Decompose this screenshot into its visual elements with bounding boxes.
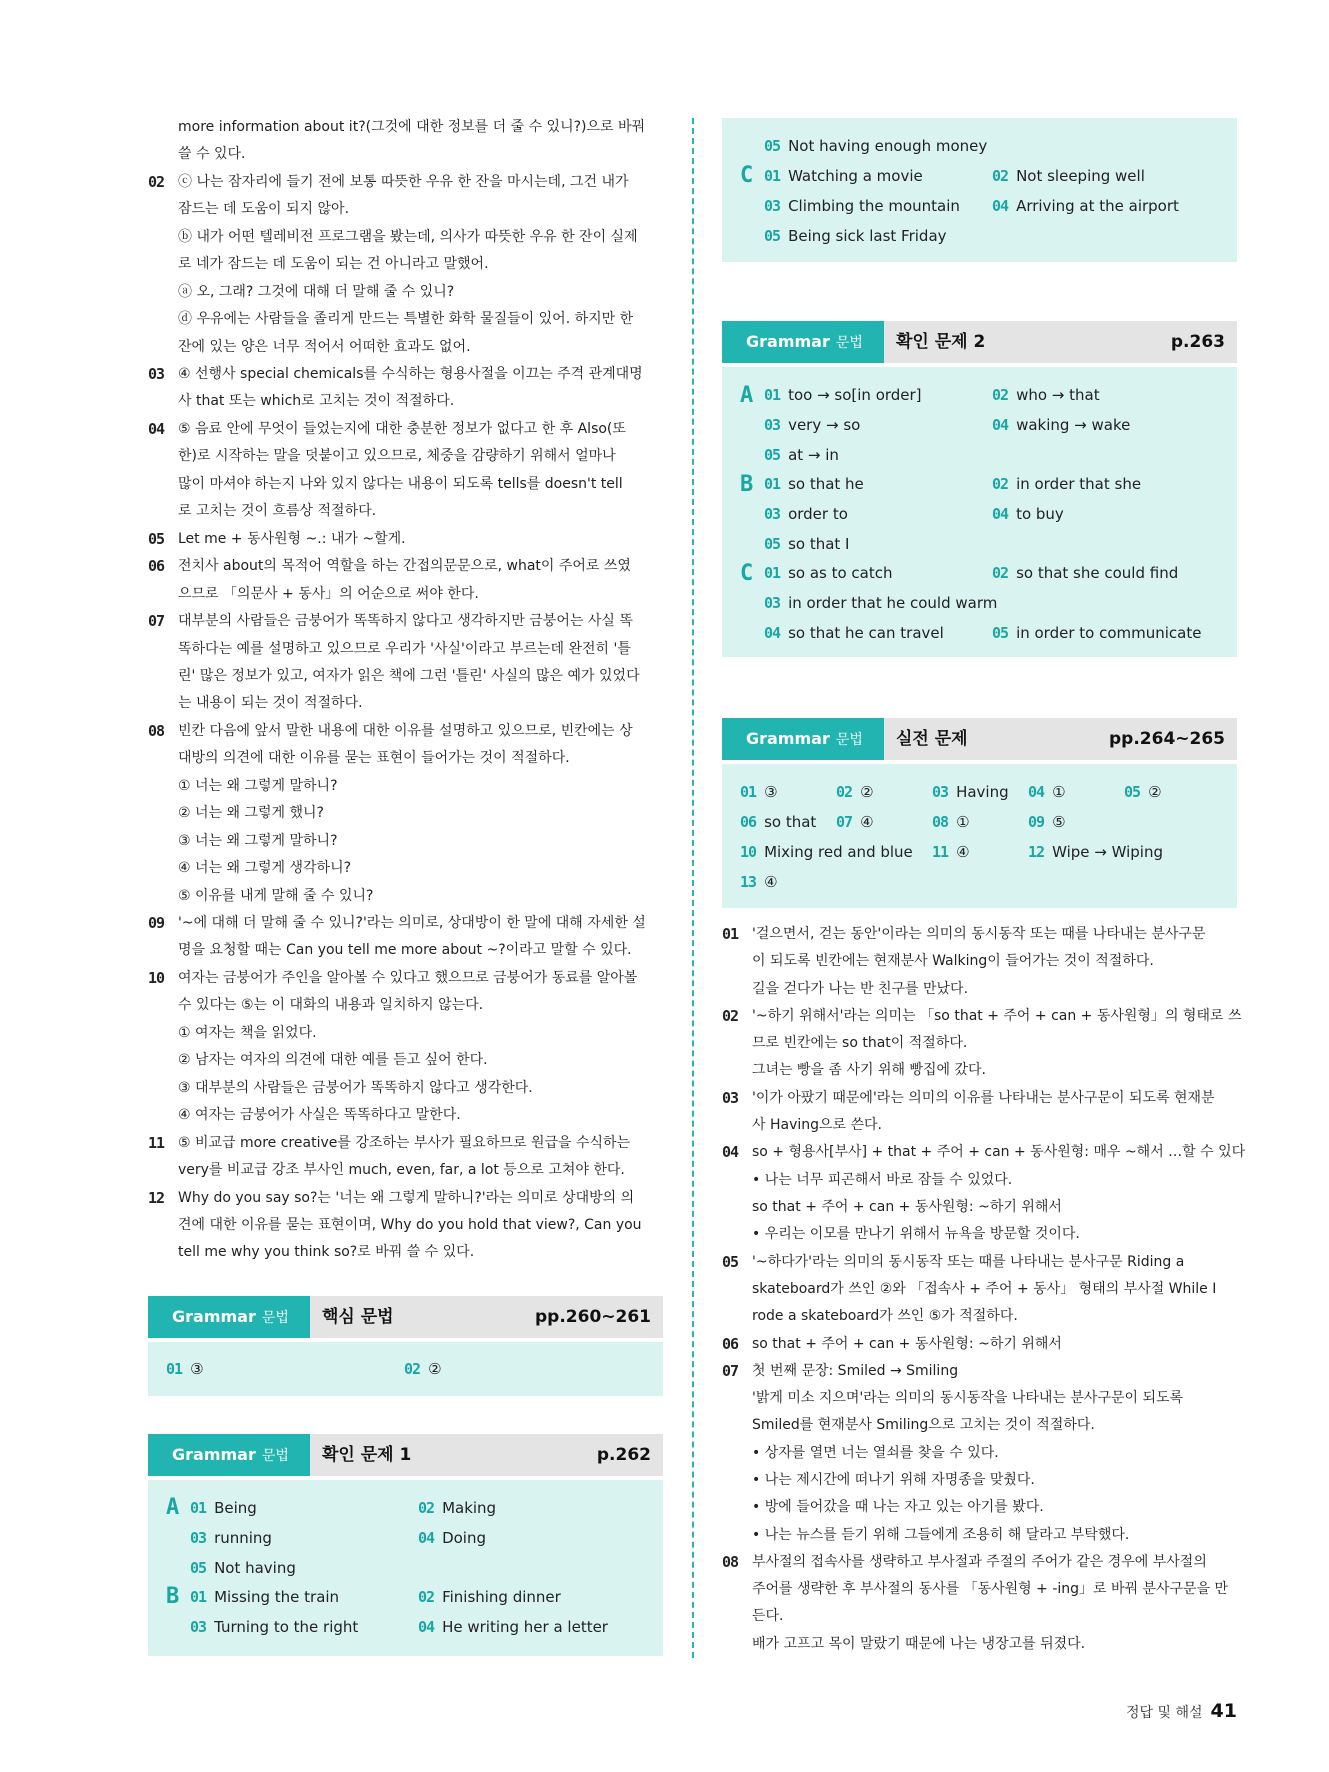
section-title: 확인 문제 1 — [322, 1445, 412, 1465]
item-number: 11 — [148, 1133, 165, 1152]
explanation-line: 쓸 수 있다. — [178, 146, 246, 163]
answer-item: 05 at → in — [764, 446, 839, 464]
explanation-line: 많이 마셔야 하는지 나와 있지 않다는 내용이 되도록 tells를 doesn't tell — [178, 475, 623, 492]
explanation-line: 견에 대한 이유를 묻는 표현이며, Why do you hold that view?, Can you — [178, 1216, 642, 1233]
explanation-line: ③ 너는 왜 그렇게 말하니? — [178, 832, 338, 849]
item-number: 04 — [722, 1143, 739, 1162]
answer-item: 04 Arriving at the airport — [992, 197, 1179, 215]
answer-item: 05 Being sick last Friday — [764, 227, 947, 245]
page-reference: p.262 — [596, 1445, 651, 1465]
answer-item: 04 to buy — [992, 505, 1064, 523]
explanation-line: Why do you say so?는 '너는 왜 그렇게 말하니?'라는 의미로 상대방의 의 — [178, 1189, 635, 1206]
explanation-line: 으므로 「의문사 + 동사」의 어순으로 써야 한다. — [178, 585, 479, 602]
item-number: 07 — [148, 612, 165, 631]
explanation-line: '이가 아팠기 때문에'라는 의미의 이유를 나타내는 분사구문이 되도록 현재분 — [752, 1089, 1215, 1106]
explanation-line: 여자는 금붕어가 주인을 알아볼 수 있다고 했으므로 금붕어가 동료를 알아볼 — [178, 969, 638, 986]
explanation-line: 대방의 의견에 대한 이유를 묻는 표현이 들어가는 것이 적절하다. — [178, 750, 570, 767]
answer-item: 05 Not having — [190, 1559, 296, 1577]
explanation-line: '밝게 미소 지으며'라는 의미의 동시동작을 나타내는 분사구문이 되도록 — [752, 1390, 1184, 1407]
section-letter-b: B — [166, 1584, 180, 1609]
explanation-line: '~에 대해 더 말해 줄 수 있니?'라는 의미로, 상대방이 한 말에 대해 자세한 설 — [178, 915, 646, 932]
explanation-line: so + 형용사[부사] + that + 주어 + can + 동사원형: 매우 ~해서 …할 수 있다 — [752, 1144, 1246, 1161]
explanation-line: • 우리는 이모를 만나기 위해서 뉴욕을 방문할 것이다. — [752, 1226, 1080, 1243]
explanation-line: 린' 많은 정보가 있고, 여자가 읽은 책에 그런 '틀린' 사실의 많은 예가 있었다 — [178, 667, 640, 684]
grammar-tag: Grammar 문법 — [148, 1296, 310, 1338]
explanation-line: Smiled를 현재분사 Smiling으로 고치는 것이 적절하다. — [752, 1417, 1095, 1434]
answer-item: 03 very → so — [764, 416, 861, 434]
answer-item: 01 so that he — [764, 475, 864, 493]
answer-item: 03 order to — [764, 505, 848, 523]
explanation-line: ① 너는 왜 그렇게 말하니? — [178, 777, 338, 794]
explanation-line: ③ 대부분의 사람들은 금붕어가 똑똑하지 않다고 생각한다. — [178, 1079, 533, 1096]
explanation-line: 로 네가 잠드는 데 도움이 되는 건 아니라고 말했어. — [178, 256, 489, 273]
explanation-line: 이 되도록 빈칸에는 현재분사 Walking이 들어가는 것이 적절하다. — [752, 953, 1154, 970]
explanation-line: tell me why you think so?로 바꿔 쓸 수 있다. — [178, 1244, 475, 1261]
explanation-line: so that + 주어 + can + 동사원형: ~하기 위해서 — [752, 1198, 1062, 1215]
grammar-tag: Grammar 문법 — [722, 718, 884, 760]
explanation-line: rode a skateboard가 쓰인 ⑤가 적절하다. — [752, 1308, 1018, 1325]
explanation-line: 잔에 있는 양은 너무 적어서 어떠한 효과도 없어. — [178, 338, 471, 355]
page-footer — [1126, 1700, 1237, 1722]
explanation-line: 는 내용이 되는 것이 적절하다. — [178, 695, 363, 712]
answer-item: 06 so that — [740, 813, 817, 831]
item-number: 06 — [722, 1334, 739, 1353]
section-title: 실전 문제 — [896, 729, 968, 749]
check1-answers — [148, 1480, 663, 1656]
practice-header — [722, 718, 1237, 760]
answer-item: 05 ② — [1124, 783, 1162, 801]
explanation-line: 부사절의 접속사를 생략하고 부사절과 주절의 주어가 같은 경우에 부사절의 — [752, 1553, 1207, 1570]
item-number: 08 — [148, 721, 165, 740]
answer-item: 07 ④ — [836, 813, 874, 831]
answer-item: 12 Wipe → Wiping — [1028, 843, 1163, 861]
explanation-line: ⓓ 우유에는 사람들을 졸리게 만드는 특별한 화학 물질들이 있어. 하지만 한 — [178, 311, 634, 328]
answer-item: 09 ⑤ — [1028, 813, 1066, 831]
answer-item: 04 so that he can travel — [764, 624, 944, 642]
answer-item: 01 ③ — [740, 783, 778, 801]
answer-item: 05 so that I — [764, 535, 850, 553]
explanation-line: 로 고치는 것이 흐름상 적절하다. — [178, 503, 377, 520]
explanation-line: '~하기 위해서'라는 의미는 「so that + 주어 + can + 동사원형」의 형태로 쓰 — [752, 1007, 1242, 1024]
answer-item: 02 ② — [404, 1360, 442, 1378]
grammar-tag: Grammar 문법 — [722, 321, 884, 363]
item-number: 05 — [148, 529, 165, 548]
item-number: 04 — [148, 419, 165, 438]
section-letter-a: A — [166, 1495, 180, 1520]
explanation-line: so that + 주어 + can + 동사원형: ~하기 위해서 — [752, 1335, 1062, 1352]
explanation-line: ② 너는 왜 그렇게 했니? — [178, 805, 324, 822]
answer-item: 05 Not having enough money — [764, 137, 988, 155]
item-number: 01 — [722, 925, 739, 943]
explanation-line: ② 남자는 여자의 의견에 대한 예를 듣고 싶어 한다. — [178, 1052, 488, 1069]
explanation-line: 그녀는 빵을 좀 사기 위해 빵집에 갔다. — [752, 1062, 987, 1079]
answer-item: 05 in order to communicate — [992, 624, 1202, 642]
explanation-line: ④ 여자는 금붕어가 사실은 똑똑하다고 말한다. — [178, 1107, 461, 1124]
section-letter-b: B — [740, 472, 754, 497]
answer-item: 02 in order that she — [992, 475, 1142, 493]
explanation-line: skateboard가 쓰인 ②와 「접속사 + 주어 + 동사」 형태의 부사절 While I — [752, 1280, 1217, 1297]
explanation-line: 첫 번째 문장: Smiled → Smiling — [752, 1362, 959, 1379]
explanation-line: 주어를 생략한 후 부사절의 동사를 「동사원형 + -ing」로 바꿔 분사구문을 만 — [752, 1581, 1229, 1598]
check2-answers — [722, 367, 1237, 657]
answer-item: 01 Being — [190, 1499, 257, 1517]
item-number: 09 — [148, 914, 165, 933]
answer-item: 02 Not sleeping well — [992, 167, 1145, 185]
explanation-line: ⑤ 이유를 내게 말해 줄 수 있니? — [178, 887, 374, 904]
item-number: 05 — [722, 1252, 739, 1271]
explanation-line: 사 that 또는 which로 고치는 것이 적절하다. — [178, 393, 455, 410]
answer-item: 01 too → so[in order] — [764, 386, 922, 404]
explanation-line: • 나는 제시간에 떠나기 위해 자명종을 맞췄다. — [752, 1471, 1035, 1488]
explanation-line: '걸으면서, 걷는 동안'이라는 의미의 동시동작 또는 때를 나타내는 분사구문 — [752, 926, 1206, 942]
explanation-line: 배가 고프고 목이 말랐기 때문에 나는 냉장고를 뒤졌다. — [752, 1635, 1086, 1652]
item-number: 10 — [148, 968, 165, 987]
practice-answers — [722, 764, 1237, 908]
explanation-line: 길을 걷다가 나는 반 친구를 만났다. — [752, 980, 969, 997]
answer-item: 01 Watching a movie — [764, 167, 923, 185]
section-letter-c: C — [740, 561, 754, 586]
explanation-line: 므로 빈칸에는 so that이 적절하다. — [752, 1035, 968, 1052]
item-number: 08 — [722, 1552, 739, 1571]
explanation-line: 똑하다는 예를 설명하고 있으므로 우리가 '사실'이라고 부르는데 완전히 '틀 — [178, 640, 631, 657]
page-reference: pp.260~261 — [534, 1307, 651, 1327]
item-number: 02 — [148, 172, 165, 191]
explanation-line: ⑤ 음료 안에 무엇이 들었는지에 대한 충분한 정보가 없다고 한 후 Also(또 — [178, 420, 626, 437]
explanation-line: • 나는 너무 피곤해서 바로 잠들 수 있었다. — [752, 1171, 1013, 1188]
answer-item: 03 running — [190, 1529, 272, 1547]
check1-answers-continued — [722, 118, 1237, 262]
section-letter-a: A — [740, 383, 754, 408]
page-number: 41 — [1210, 1700, 1237, 1722]
answer-item: 04 ① — [1028, 783, 1066, 801]
explanation-line: 한)로 시작하는 말을 덧붙이고 있으므로, 체중을 감량하기 위해서 얼마나 — [178, 448, 616, 465]
answer-item: 04 He writing her a letter — [418, 1618, 608, 1636]
explanation-line: ④ 너는 왜 그렇게 생각하니? — [178, 860, 352, 877]
answer-item: 03 Climbing the mountain — [764, 197, 960, 215]
explanation-line: 잠드는 데 도움이 되지 않아. — [178, 201, 350, 218]
answer-item: 10 Mixing red and blue — [740, 843, 913, 861]
answer-item: 02 Making — [418, 1499, 497, 1517]
page-reference: p.263 — [1170, 332, 1225, 352]
answer-item: 01 so as to catch — [764, 564, 893, 582]
explanation-line: ① 여자는 책을 읽었다. — [178, 1024, 317, 1041]
answer-item: 03 Having — [932, 783, 1009, 801]
core-grammar-answers — [148, 1342, 663, 1396]
grammar-tag: Grammar 문법 — [148, 1434, 310, 1476]
core-grammar-header — [148, 1296, 663, 1338]
column-divider — [692, 118, 694, 1658]
answer-item: 02 Finishing dinner — [418, 1588, 561, 1606]
answer-item: 03 Turning to the right — [190, 1618, 359, 1636]
answer-item: 02 so that she could find — [992, 564, 1179, 582]
explanation-line: • 상자를 열면 너는 열쇠를 찾을 수 있다. — [752, 1444, 999, 1461]
item-number: 12 — [148, 1188, 165, 1207]
explanation-line: ⑤ 비교급 more creative를 강조하는 부사가 필요하므로 원급을 수식하는 — [178, 1134, 631, 1151]
explanation-line: • 나는 뉴스를 듣기 위해 그들에게 조용히 해 달라고 부탁했다. — [752, 1526, 1130, 1543]
explanation-line: 명을 요청할 때는 Can you tell me more about ~?이라고 말할 수 있다. — [178, 942, 632, 959]
explanation-line: ⓐ 오, 그래? 그것에 대해 더 말해 줄 수 있니? — [178, 283, 455, 300]
section-letter-c: C — [740, 163, 754, 188]
section-title: 확인 문제 2 — [896, 332, 986, 352]
answer-item: 04 Doing — [418, 1529, 486, 1547]
explanation-line: • 방에 들어갔을 때 나는 자고 있는 아기를 봤다. — [752, 1499, 1044, 1516]
explanation-line: more information about it?(그것에 대한 정보를 더 줄 수 있니?)으로 바꿔 — [178, 119, 646, 135]
item-number: 06 — [148, 557, 165, 576]
page-reference: pp.264~265 — [1108, 729, 1225, 749]
explanation-line: ④ 선행사 special chemicals를 수식하는 형용사절을 이끄는 주격 관계대명 — [178, 366, 643, 383]
explanation-line: 사 Having으로 쓴다. — [752, 1117, 883, 1134]
explanation-line: ⓑ 내가 어떤 텔레비전 프로그램을 봤는데, 의사가 따뜻한 우유 한 잔이 실제 — [178, 228, 638, 245]
answer-item: 01 Missing the train — [190, 1588, 340, 1606]
explanation-line: ⓒ 나는 잠자리에 들기 전에 보통 따뜻한 우유 한 잔을 마시는데, 그건 내가 — [178, 173, 629, 190]
explanation-line: 수 있다는 ⑤는 이 대화의 내용과 일치하지 않는다. — [178, 997, 484, 1014]
check1-header — [148, 1434, 663, 1476]
item-number: 02 — [722, 1006, 739, 1025]
item-number: 07 — [722, 1361, 739, 1380]
section-title: 핵심 문법 — [322, 1307, 394, 1327]
answer-item: 11 ④ — [932, 843, 970, 861]
explanation-line: '~하다가'라는 의미의 동시동작 또는 때를 나타내는 분사구문 Riding a — [752, 1253, 1185, 1270]
explanation-line: Let me + 동사원형 ~.: 내가 ~할게. — [178, 530, 406, 547]
item-number: 03 — [148, 365, 165, 384]
answer-item: 02 ② — [836, 783, 874, 801]
answer-item: 01 ③ — [166, 1360, 204, 1378]
explanation-line: 전치사 about의 목적어 역할을 하는 간접의문문으로, what이 주어로 쓰였 — [178, 558, 631, 575]
answer-item: 13 ④ — [740, 873, 778, 891]
explanation-line: 대부분의 사람들은 금붕어가 똑똑하지 않다고 생각하지만 금붕어는 사실 똑 — [178, 613, 633, 630]
answer-item: 03 in order that he could warm — [764, 594, 998, 612]
explanation-line: 든다. — [752, 1608, 784, 1625]
item-number: 03 — [722, 1088, 739, 1107]
answer-item: 04 waking → wake — [992, 416, 1131, 434]
answer-item: 02 who → that — [992, 386, 1100, 404]
explanation-line: very를 비교급 강조 부사인 much, even, far, a lot 등으로 고쳐야 한다. — [178, 1162, 625, 1179]
explanation-line: 빈칸 다음에 앞서 말한 내용에 대한 이유를 설명하고 있으므로, 빈칸에는 상 — [178, 722, 633, 739]
footer-label: 정답 및 해설 — [1126, 1705, 1203, 1721]
check2-header — [722, 321, 1237, 363]
answer-item: 08 ① — [932, 813, 970, 831]
